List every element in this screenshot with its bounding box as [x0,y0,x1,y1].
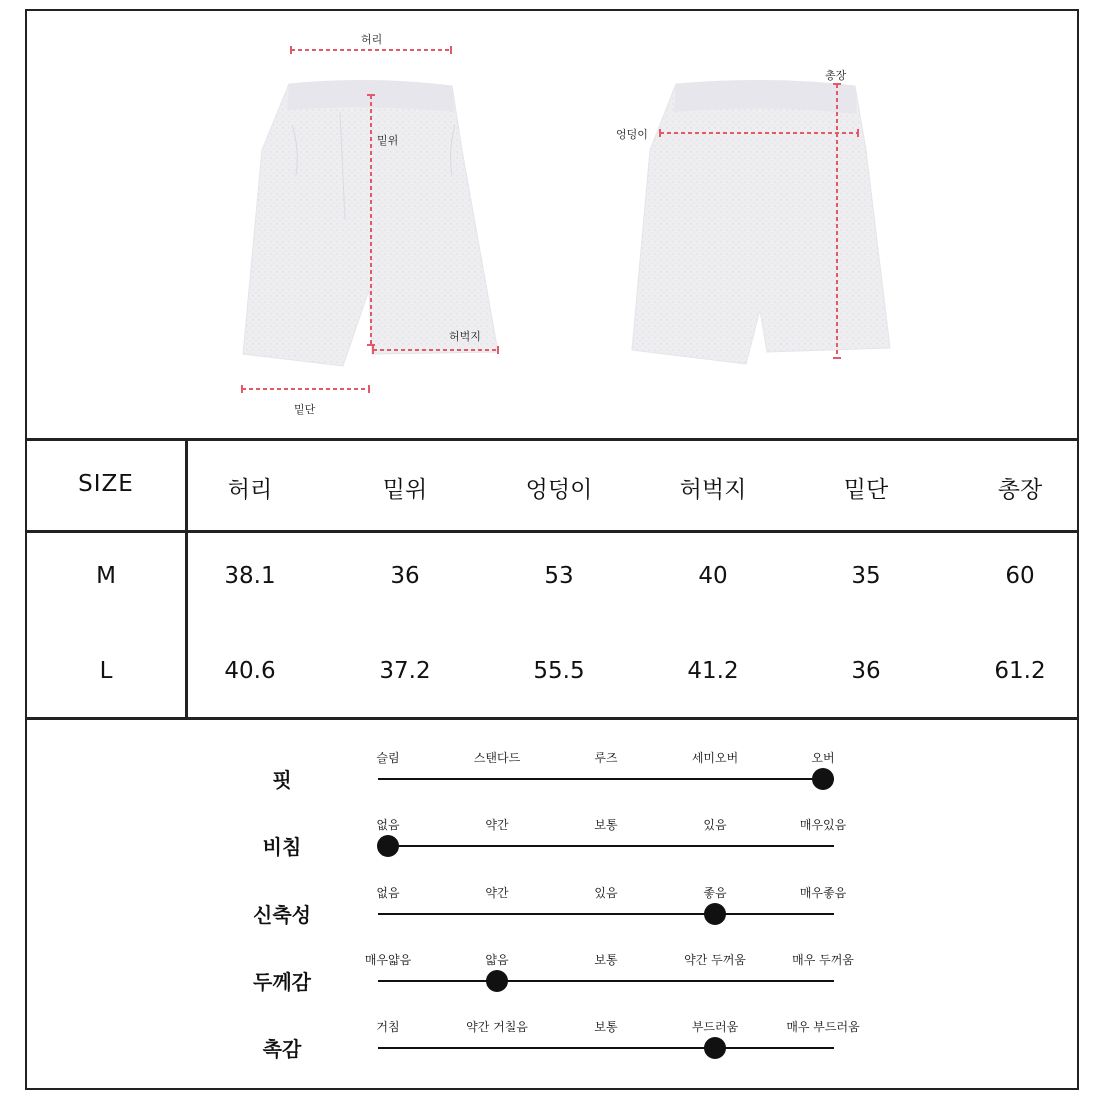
scale-selected-marker [704,1037,726,1059]
header-length: 총장 [997,477,1043,503]
cell-hem: 36 [851,658,881,684]
scale-track [378,913,834,915]
scale-option-label: 매우있음 [799,818,847,832]
cell-hem: 35 [851,563,881,589]
scale-selected-marker [486,970,508,992]
size-column-divider [185,440,188,718]
scale-option-label: 좋음 [703,886,727,900]
cell-hip: 53 [544,563,574,589]
cell-length: 60 [1005,563,1035,589]
scale-option-label: 매우좋음 [799,886,847,900]
header-waist: 허리 [227,477,273,503]
scale-option-label: 루즈 [594,751,618,765]
shorts-illustration [0,0,1100,440]
cell-rise: 36 [390,563,420,589]
scale-option-label: 약간 [485,886,509,900]
scale-option-label: 있음 [594,886,618,900]
scale-track [378,1047,834,1049]
scale-option-label: 보통 [594,953,618,967]
attribute-name: 신축성 [253,903,311,927]
scale-option-label: 매우 두꺼움 [792,953,854,967]
label-waist: 허리 [361,33,383,46]
scale-track [378,778,834,780]
header-hip: 엉덩이 [525,477,593,503]
divider-header [25,530,1079,533]
scale-option-label: 약간 [485,818,509,832]
scale-option-label: 없음 [376,818,400,832]
measurement-diagram [0,0,1100,440]
cell-waist: 40.6 [224,658,276,684]
scale-option-label: 없음 [376,886,400,900]
scale-option-label: 보통 [594,1020,618,1034]
scale-option-label: 보통 [594,818,618,832]
back-shorts-illustration [632,80,890,364]
scale-track [378,845,834,847]
header-thigh: 허벅지 [679,477,747,503]
scale-option-label: 있음 [703,818,727,832]
scale-option-label: 얇음 [485,953,509,967]
scale-selected-marker [812,768,834,790]
scale-option-label: 약간 거칠음 [466,1020,528,1034]
scale-option-label: 세미오버 [691,751,739,765]
scale-option-label: 매우 부드러움 [786,1020,860,1034]
scale-option-label: 약간 두꺼움 [684,953,746,967]
divider-bottom [25,717,1079,720]
cell-hip: 55.5 [533,658,585,684]
size-label: L [99,658,113,684]
attribute-name: 핏 [272,768,292,792]
scale-track [378,980,834,982]
label-hip: 엉덩이 [616,128,648,141]
header-hem: 밑단 [843,477,889,503]
scale-selected-marker [704,903,726,925]
scale-selected-marker [377,835,399,857]
scale-option-label: 슬림 [376,751,400,765]
attribute-name: 촉감 [262,1037,302,1061]
label-thigh: 허벅지 [449,330,481,343]
attribute-name: 두께감 [253,970,311,994]
scale-option-label: 매우얇음 [364,953,412,967]
scale-option-label: 부드러움 [691,1020,739,1034]
header-size: SIZE [78,471,134,497]
label-rise: 밑위 [377,134,399,147]
label-hem: 밑단 [294,403,316,416]
size-label: M [96,563,116,589]
cell-thigh: 40 [698,563,728,589]
label-length: 총장 [825,69,847,82]
cell-length: 61.2 [994,658,1046,684]
attribute-name: 비침 [262,835,302,859]
scale-option-label: 거침 [376,1020,400,1034]
cell-waist: 38.1 [224,563,276,589]
cell-thigh: 41.2 [687,658,739,684]
scale-option-label: 오버 [811,751,835,765]
cell-rise: 37.2 [379,658,431,684]
header-rise: 밑위 [382,477,428,503]
scale-option-label: 스탠다드 [473,751,521,765]
